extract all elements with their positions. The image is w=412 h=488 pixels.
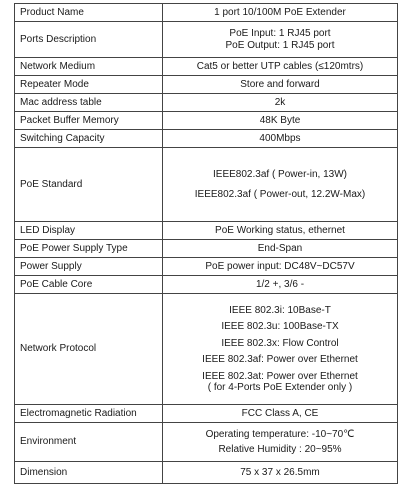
table-row (15, 294, 398, 405)
table-row (15, 462, 398, 484)
row-label: Ports Description (15, 22, 163, 58)
row-value: Operating temperature: -10~70℃ Relative Humidity : 20~95% (163, 423, 398, 462)
row-value: 1/2 +, 3/6 - (163, 276, 398, 294)
row-value: Cat5 or better UTP cables (≤120mtrs) (163, 58, 398, 76)
table-row (15, 148, 398, 222)
row-value: 1 port 10/100M PoE Extender (163, 4, 398, 22)
row-label: Mac address table (15, 94, 163, 112)
table-row (15, 258, 398, 276)
row-label: Packet Buffer Memory (15, 112, 163, 130)
table-row (15, 22, 398, 58)
table-row (15, 405, 398, 423)
row-label: PoE Standard (15, 148, 163, 222)
row-value: 400Mbps (163, 130, 398, 148)
row-value: 2k (163, 94, 398, 112)
table-row (15, 130, 398, 148)
row-label: Environment (15, 423, 163, 462)
table-row (15, 222, 398, 240)
table-row (15, 240, 398, 258)
row-value: IEEE802.3af ( Power-in, 13W) IEEE802.3af ( Power-out, 12.2W-Max) (163, 148, 398, 222)
table-row (15, 112, 398, 130)
row-label: Power Supply (15, 258, 163, 276)
row-value: Store and forward (163, 76, 398, 94)
spec-table (14, 3, 398, 484)
table-row (15, 76, 398, 94)
row-label: Network Medium (15, 58, 163, 76)
row-value: PoE Working status, ethernet (163, 222, 398, 240)
table-row (15, 276, 398, 294)
row-value: 75 x 37 x 26.5mm (163, 462, 398, 484)
table-row (15, 4, 398, 22)
row-label: PoE Cable Core (15, 276, 163, 294)
table-row (15, 94, 398, 112)
row-label: Network Protocol (15, 294, 163, 405)
row-label: Switching Capacity (15, 130, 163, 148)
row-value: 48K Byte (163, 112, 398, 130)
table-row (15, 58, 398, 76)
row-value: End-Span (163, 240, 398, 258)
row-label: PoE Power Supply Type (15, 240, 163, 258)
table-row (15, 423, 398, 462)
row-value: PoE power input: DC48V~DC57V (163, 258, 398, 276)
row-label: Product Name (15, 4, 163, 22)
row-value: FCC Class A, CE (163, 405, 398, 423)
row-label: Repeater Mode (15, 76, 163, 94)
row-label: LED Display (15, 222, 163, 240)
row-value: PoE Input: 1 RJ45 port PoE Output: 1 RJ45 port (163, 22, 398, 58)
row-label: Dimension (15, 462, 163, 484)
row-label: Electromagnetic Radiation (15, 405, 163, 423)
row-value: IEEE 802.3i: 10Base-T IEEE 802.3u: 100Base-TX IEEE 802.3x: Flow Control IEEE 802.3af: Power over Ethernet IEEE 802.3at: Power over Ethernet ( for 4-Ports PoE Extender only ) (163, 294, 398, 405)
